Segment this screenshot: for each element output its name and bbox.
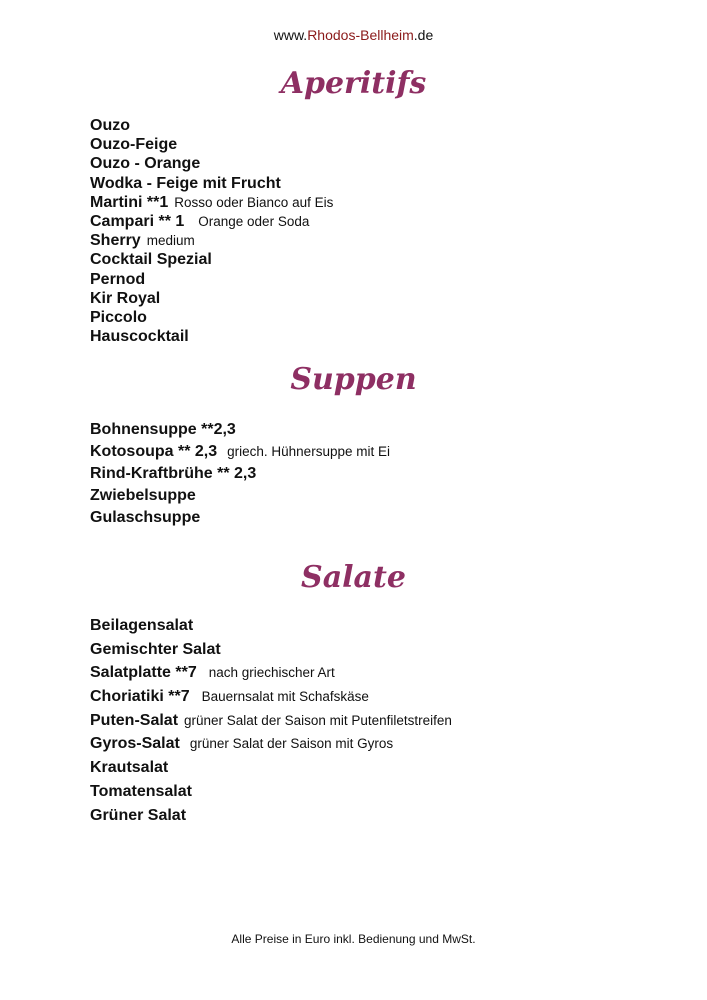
item-name: Pernod [90, 270, 146, 288]
item-note: Orange oder Soda [198, 213, 310, 229]
item-name: Gyros-Salat [90, 735, 180, 753]
item-name: Martini **1 [90, 193, 169, 211]
item-name: Puten-Salat [90, 711, 179, 729]
item-name: Kir Royal [90, 289, 161, 307]
item-note: grüner Salat der Saison mit Gyros [189, 736, 394, 752]
item-name: Ouzo-Feige [90, 136, 178, 154]
item-name: Gemischter Salat [90, 640, 221, 658]
list-item [90, 419, 390, 441]
list-item [90, 732, 452, 756]
item-note: grüner Salat der Saison mit Putenfiletstreifen [184, 712, 452, 728]
price-footnote: Alle Preise in Euro inkl. Bedienung und MwSt. [231, 932, 476, 946]
list-item [90, 441, 390, 463]
list-item [90, 709, 452, 733]
list-item [90, 463, 390, 485]
item-note: medium [146, 233, 195, 249]
item-note: Rosso oder Bianco auf Eis [174, 194, 334, 210]
item-name: Ouzo [90, 117, 130, 134]
item-note: griech. Hühnersuppe mit Ei [227, 444, 390, 459]
list-item [90, 154, 333, 173]
list-item [90, 135, 333, 154]
item-name: Sherry [90, 232, 141, 250]
list-item [90, 289, 333, 308]
item-name: Beilagensalat [90, 617, 194, 634]
website-brand: Rhodos-Bellheim [307, 27, 414, 43]
list-item [90, 193, 333, 212]
item-note: nach griechischer Art [208, 665, 335, 681]
item-name: Bohnensuppe **2,3 [90, 421, 236, 438]
website-prefix: www. [273, 27, 308, 43]
item-name: Grüner Salat [90, 806, 187, 824]
suppen-list [90, 419, 390, 529]
list-item [90, 250, 333, 269]
website-url[interactable] [0, 27, 707, 43]
list-item [90, 308, 333, 327]
list-item [90, 231, 333, 250]
aperitifs-list [90, 116, 333, 346]
list-item [90, 507, 390, 529]
section-title-aperitifs: Aperitifs [280, 66, 427, 101]
list-item [90, 685, 452, 709]
list-item [90, 804, 452, 828]
item-name: Choriatiki **7 [90, 688, 190, 706]
item-name: Kotosoupa ** 2,3 [90, 443, 218, 460]
list-item [90, 485, 390, 507]
website-suffix: .de [413, 27, 434, 43]
salate-list [90, 614, 452, 827]
list-item [90, 212, 333, 231]
list-item [90, 780, 452, 804]
list-item [90, 756, 452, 780]
section-title-salate: Salate [301, 560, 406, 595]
item-name: Krautsalat [90, 759, 169, 777]
item-name: Cocktail Spezial [90, 251, 212, 269]
item-name: Rind-Kraftbrühe ** 2,3 [90, 465, 257, 482]
item-name: Zwiebelsuppe [90, 487, 196, 504]
item-name: Piccolo [90, 308, 147, 326]
section-title-suppen: Suppen [290, 362, 417, 397]
item-name: Wodka - Feige mit Frucht [90, 174, 281, 192]
list-item [90, 661, 452, 685]
item-name: Gulaschsuppe [90, 509, 201, 526]
item-name: Campari ** 1 [90, 212, 185, 230]
list-item [90, 174, 333, 193]
list-item [90, 638, 452, 662]
item-name: Ouzo - Orange [90, 155, 201, 173]
list-item [90, 327, 333, 346]
list-item [90, 614, 452, 638]
list-item [90, 116, 333, 135]
item-note: Bauernsalat mit Schafskäse [201, 689, 369, 705]
list-item [90, 270, 333, 289]
item-name: Hauscocktail [90, 328, 189, 346]
item-name: Tomatensalat [90, 782, 192, 800]
item-name: Salatplatte **7 [90, 664, 197, 682]
